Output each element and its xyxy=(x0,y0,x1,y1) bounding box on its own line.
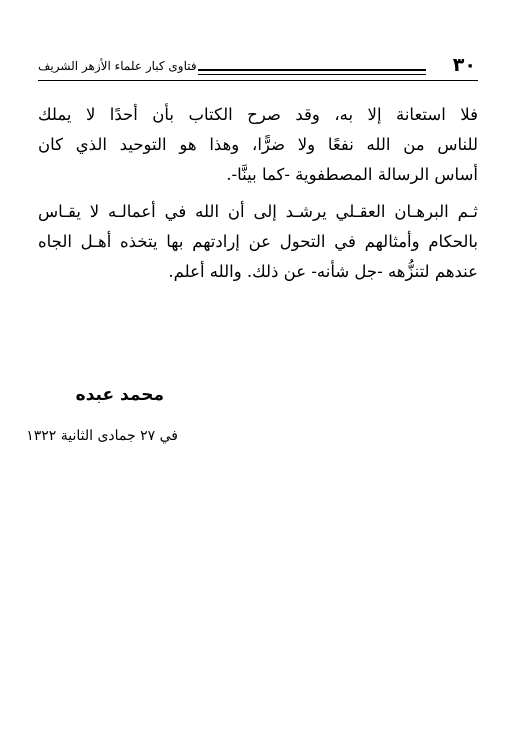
page-number: ٣٠ xyxy=(452,54,476,76)
text-line: فلا استعانة إلا به، وقد صرح الكتاب بأن أحدًا لا يملك xyxy=(38,105,478,124)
fatwa-date: في ٢٧ جمادى الثانية ١٣٢٢ xyxy=(26,428,178,444)
text-line: أساس الرسالة المصطفوية -كما بينَّا-. xyxy=(226,164,478,184)
text-line: عندهم لتنزُّهه -جل شأنه- عن ذلك. والله أعلم. xyxy=(168,261,478,281)
text-line: للناس من الله نفعًا ولا ضرًّا، وهذا هو التوحيد الذي كان xyxy=(38,134,478,154)
book-title: فتاوى كبار علماء الأزهر الشريف xyxy=(38,59,197,73)
paragraph-2 xyxy=(38,197,478,286)
author-signature: محمد عبده xyxy=(75,385,164,405)
header-divider xyxy=(38,80,478,81)
text-line: بالحكام وأمثالهم في التحول عن إرادتهم بها يتخذه أهـل الجاه xyxy=(38,232,478,252)
header-rule xyxy=(198,69,426,71)
header-rule-thin xyxy=(198,74,426,75)
text-line: ثـم البرهـان العقـلي يرشـد إلى أن الله في أعمالـه لا يقـاس xyxy=(38,202,478,222)
paragraph-1 xyxy=(38,100,478,189)
running-header xyxy=(38,54,478,88)
fatwa-text xyxy=(38,100,478,287)
